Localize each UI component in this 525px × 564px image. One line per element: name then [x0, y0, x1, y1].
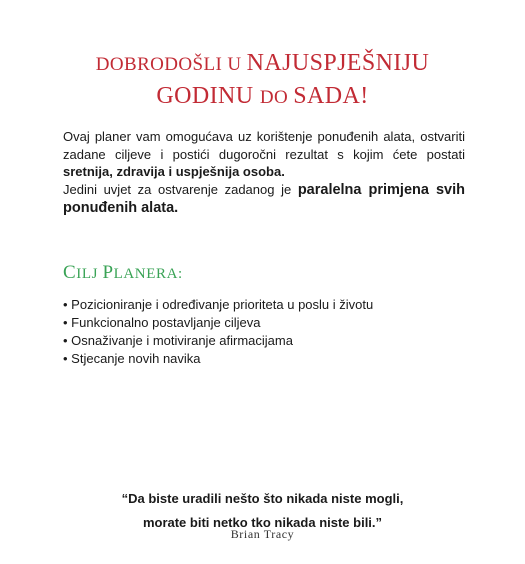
quote-author: Brian Tracy	[230, 527, 295, 541]
title-line-1: DOBRODOŠLI U NAJUSPJEŠNIJU	[95, 50, 430, 76]
quote-line-2: morate biti netko tko nikada niste bili.”	[142, 515, 383, 530]
intro-text	[63, 128, 465, 218]
goals-list	[63, 296, 373, 368]
intro-paragraph-2: Jedini uvjet za ostvarenje zadanog je paralelna primjena svih ponuđenih alata.	[63, 181, 465, 216]
intro-paragraph-1: Ovaj planer vam omogućava uz korištenje ponuđenih alata, ostvariti zadane ciljeve i postići dugoročni rezultat s kojim ćete postati sretnija, zdravija i uspješnija osoba.	[63, 129, 465, 179]
quote-line-1: “Da biste uradili nešto što nikada niste mogli,	[121, 491, 404, 506]
list-item: • Osnaživanje i motiviranje afirmacijama	[63, 333, 293, 348]
goals-heading: CILJ PLANERA:	[63, 262, 183, 283]
list-item: • Funkcionalno postavljanje ciljeva	[63, 315, 261, 330]
list-item: • Stjecanje novih navika	[63, 351, 201, 366]
page-title	[0, 48, 525, 114]
title-line-2: GODINU DO SADA!	[156, 83, 369, 109]
list-item: • Pozicioniranje i određivanje prioriteta u poslu i životu	[63, 297, 374, 312]
